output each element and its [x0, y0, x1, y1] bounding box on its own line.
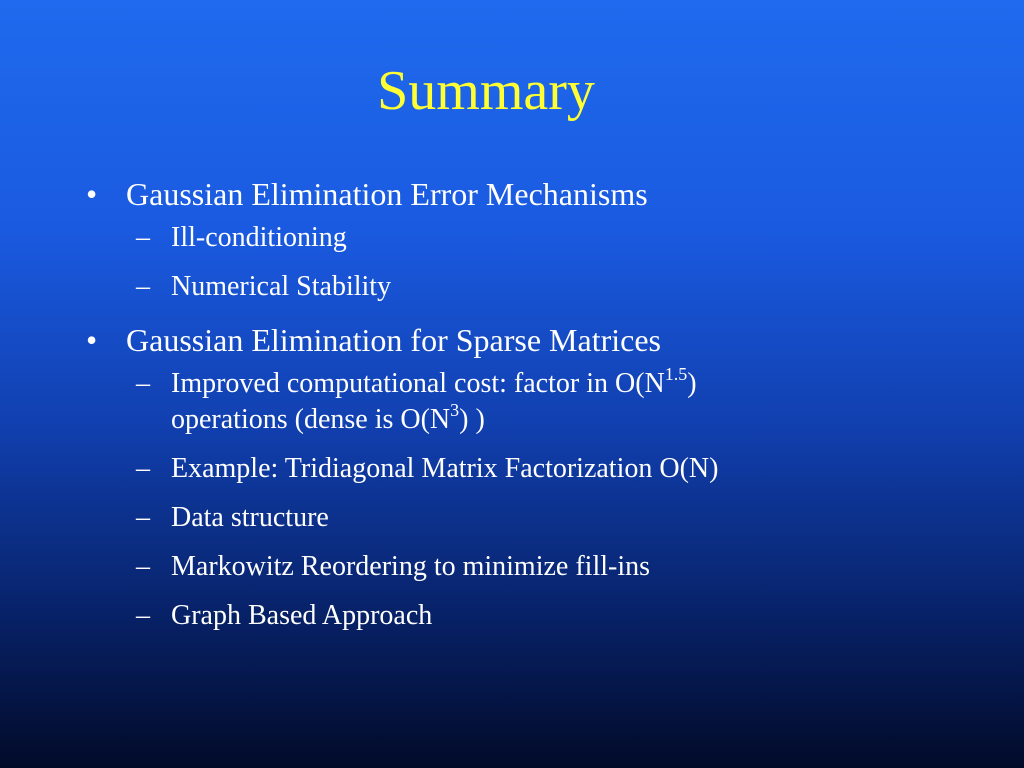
slide-title: Summary — [377, 60, 595, 122]
sub-item — [136, 549, 986, 585]
superscript: 3 — [450, 400, 460, 420]
sub-text-line1: Improved computational cost: factor in $O(N^{1.5})$ — [171, 364, 697, 399]
sub-text: Ill-conditioning — [171, 222, 347, 253]
bullet-text: Gaussian Elimination for Sparse Matrices — [126, 322, 661, 358]
sub-text: Graph Based Approach — [171, 600, 433, 631]
sub-list — [136, 220, 986, 305]
bullet-text: Gaussian Elimination Error Mechanisms — [126, 176, 648, 212]
sub-text-line2: operations (dense is $O(N^3)$ ) — [171, 400, 485, 435]
sub-item — [136, 451, 986, 487]
sub-item — [136, 220, 986, 256]
sub-text: Data structure — [171, 502, 329, 533]
sub-item — [136, 366, 986, 438]
dash-marker: – — [136, 502, 150, 533]
dash-marker: – — [136, 368, 150, 399]
bullet-marker: • — [86, 322, 98, 358]
sub-item — [136, 500, 986, 536]
sub-text: Numerical Stability — [171, 271, 392, 302]
bullet-list — [86, 172, 986, 647]
bullet-item — [86, 172, 986, 305]
sub-list — [136, 366, 986, 634]
sub-text: Example: Tridiagonal Matrix Factorization O(N) — [171, 453, 719, 484]
dash-marker: – — [136, 551, 150, 582]
sub-text: Markowitz Reordering to minimize fill-ins — [171, 551, 651, 582]
sub-item — [136, 269, 986, 305]
dash-marker: – — [136, 271, 150, 302]
bullet-item — [86, 318, 986, 634]
superscript: 1.5 — [664, 364, 688, 384]
bullet-marker: • — [86, 176, 98, 212]
dash-marker: – — [136, 222, 150, 253]
dash-marker: – — [136, 453, 150, 484]
sub-item — [136, 598, 986, 634]
dash-marker: – — [136, 600, 150, 631]
